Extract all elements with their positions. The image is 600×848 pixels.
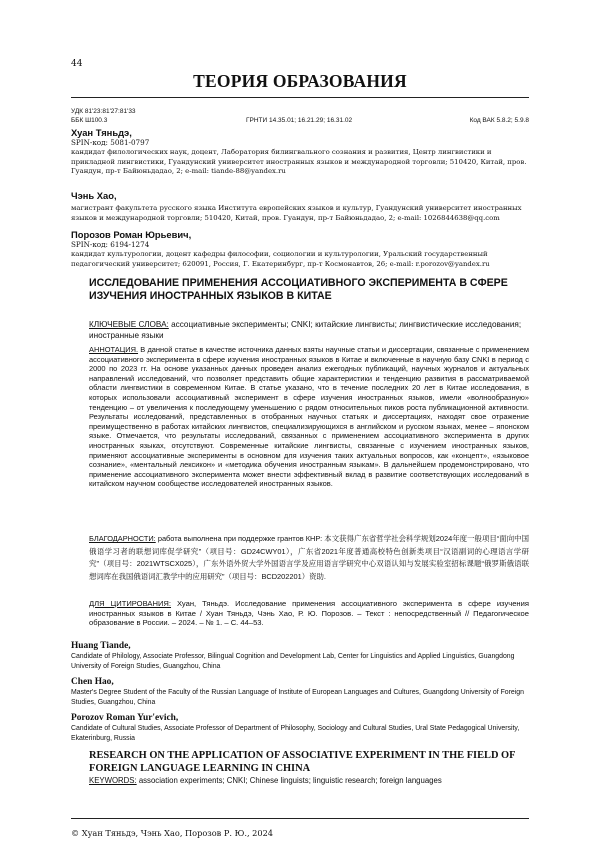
author-name: Чэнь Хао, (71, 190, 117, 201)
author-affiliation: кандидат культурологии, доцент кафедры философии, социологии и культурологии, Уральский государственный педагогический университет; 620091, Россия, Г. Екатеринбург, пр-т Космонавтов, 26; e-mail: r.porozov@yandex.ru (71, 250, 490, 268)
keywords-en (89, 776, 529, 786)
vak-code: Код ВАК 5.8.2; 5.9.8 (469, 117, 529, 124)
article-title-en: RESEARCH ON THE APPLICATION OF ASSOCIATIVE EXPERIMENT IN THE FIELD OF FOREIGN LANGUAGE LEARNING IN CHINA (89, 750, 516, 774)
footer-rule (71, 818, 529, 819)
author-block-en (71, 677, 529, 707)
keywords-en-label: KEYWORDS: (89, 776, 137, 785)
section-title: ТЕОРИЯ ОБРАЗОВАНИЯ (193, 71, 407, 91)
page-number: 44 (71, 59, 83, 69)
author-name: Порозов Роман Юрьевич, (71, 229, 192, 240)
author-affiliation: магистрант факультета русского языка Института европейских языков и культур, Гуандунский университет иностранных языков и международной торговли; 510420, Китай, пров. Гуандун, пр-т Байюньдадао, 2; e-mail: 1026844638@qq.com (71, 204, 522, 222)
citation-text: Хуан, Тяньдэ. Исследование применения ассоциативного эксперимента в сфере изучения иностранных языков в Китае / Хуан Тяньдэ, Чэнь Хао, Р. Ю. Порозов. – Текст : непосредственный // Педагогическое образование в России. – 2024. – № 1. – С. 44–53. (89, 599, 529, 628)
author-spin: SPIN-код: 5081-0797 (71, 138, 150, 147)
author-affiliation-en: Candidate of Philology, Associate Professor, Bilingual Cognition and Development Lab, Center for Linguistics and Applied Linguistics, Guangdong University of Foreign Studies, Guangzhou, China (71, 653, 515, 670)
abstract-text: В данной статье в качестве источника данных взяты научные статьи и диссертации, связанные с применением ассоциативного эксперимента в сфере изучения иностранных языков в Китае и включенные в научную базу CNKI в период с 2000 по 2023 гг. На основе указанных данных проведен анализ ежегодных публикаций, научных журналов и актуальных направлений исследований, что позволяет представить общие характеристики и тенденцию развития в рассматриваемой области лингвистики в современном Китае. В статье указано, что в течение последних 20 лет в Китае исследования, в которых использовали ассоциативный эксперимент в сфере изучения иностранных языков, имели «волнообразную» тенденцию – от увеличения к последующему уменьшению с рядом относительных пиков роста публикационной активности. Результаты исследований, представленных в отобранных научных статьях и диссертациях, находят свое отражение преимущественно в работах китайских лингвистов, специализирующихся в английском и русском языках, менее – японском языке. Отмечается, что результаты исследований, связанных с применением ассоциативного эксперимента в других иностранных языках, отсутствуют. Современные китайские лингвисты, связанные с изучением иностранных языков, применяют ассоциативные эксперименты в основном для изучения таких актуальных вопросов, как «концепт», «языковое сознание», «ментальный лексикон» и «методика обучения иностранным языкам». В дальнейшем продемонстрировано, что применение ассоциативного эксперимента может внести эффективный вклад в развитие соответствующих исследований в китайском научном сообществе исследователей иностранных языков. (89, 345, 529, 489)
author-block-en (71, 641, 529, 671)
author-block-ru (71, 190, 529, 223)
header-rule (71, 97, 529, 98)
author-affiliation-en: Candidate of Cultural Studies, Associate Professor of Department of Philosophy, Sociology and Cultural Studies, Ural State Pedagogical University, Ekaterinburg, Russia (71, 725, 520, 742)
author-name-en: Chen Hao, (71, 677, 114, 687)
copyright: © Хуан Тяньдэ, Чэнь Хао, Порозов Р. Ю., 2024 (71, 828, 274, 838)
udk-code: УДК 81'23:81'27:81'33 (71, 108, 136, 115)
author-name-en: Huang Tiande, (71, 641, 131, 651)
keywords-text: ассоциативные эксперименты; CNKI; китайские лингвисты; лингвистические исследования; иностранные языки (89, 320, 522, 340)
acknowledgments-text: работа выполнена при поддержке грантов КНР: 本文获得广东省哲学社会科学规划2024年度一般项目“面向中国俄语学习者的联想词库促学研究”（项目号：GD24CWY01），广东省2021年度普通高校特色创新类项目“汉语副词的心理语言学研究”（项目号：2021WTSCX025），广东外语外贸大学外国语言学及应用语言学研究中心双语认知与发展实验室招标课题“俄罗斯俄语联想词库在我国俄语词汇教学中的应用研究”（项目号：BCD202201）资助. (89, 534, 529, 581)
citation (89, 599, 529, 628)
author-block-ru (71, 127, 529, 177)
author-affiliation-en: Master's Degree Student of the Faculty of the Russian Language of Institute of European Languages and Cultures, Guangdong University of Foreign Studies, Guangzhou, China (71, 689, 524, 706)
author-block-en (71, 713, 529, 743)
author-block-ru (71, 229, 529, 269)
classification-codes (71, 107, 529, 125)
article-title: ИССЛЕДОВАНИЕ ПРИМЕНЕНИЯ АССОЦИАТИВНОГО ЭКСПЕРИМЕНТА В СФЕРЕ ИЗУЧЕНИЯ ИНОСТРАННЫХ ЯЗЫКОВ В КИТАЕ (89, 277, 508, 302)
author-name-en: Porozov Roman Yur'evich, (71, 713, 179, 723)
author-spin: SPIN-код: 6194-1274 (71, 240, 150, 249)
author-name: Хуан Тяньдэ, (71, 127, 132, 138)
acknowledgments (89, 533, 529, 583)
abstract (89, 345, 529, 489)
citation-label: ДЛЯ ЦИТИРОВАНИЯ: (89, 599, 172, 608)
keywords-en-text: association experiments; CNKI; Chinese linguists; linguistic research; foreign languages (136, 776, 442, 785)
keywords-label: КЛЮЧЕВЫЕ СЛОВА: (89, 320, 169, 329)
abstract-label: АННОТАЦИЯ. (89, 345, 139, 354)
grnti-code: ГРНТИ 14.35.01; 16.21.29; 16.31.02 (246, 117, 353, 124)
acknowledgments-label: БЛАГОДАРНОСТИ: (89, 534, 156, 543)
author-affiliation: кандидат филологических наук, доцент, Лаборатория билингвального сознания и развития, Центр лингвистики и прикладной лингвистики, Гуандунский университет иностранных языков и международной торговли; 510420, Китай, пров. Гуандун, пр-т Байюньдадао, 2; e-mail: tiande-88@yandex.ru (71, 148, 527, 176)
keywords (89, 319, 529, 341)
bbk-code: ББК Ш100.3 (71, 117, 108, 124)
